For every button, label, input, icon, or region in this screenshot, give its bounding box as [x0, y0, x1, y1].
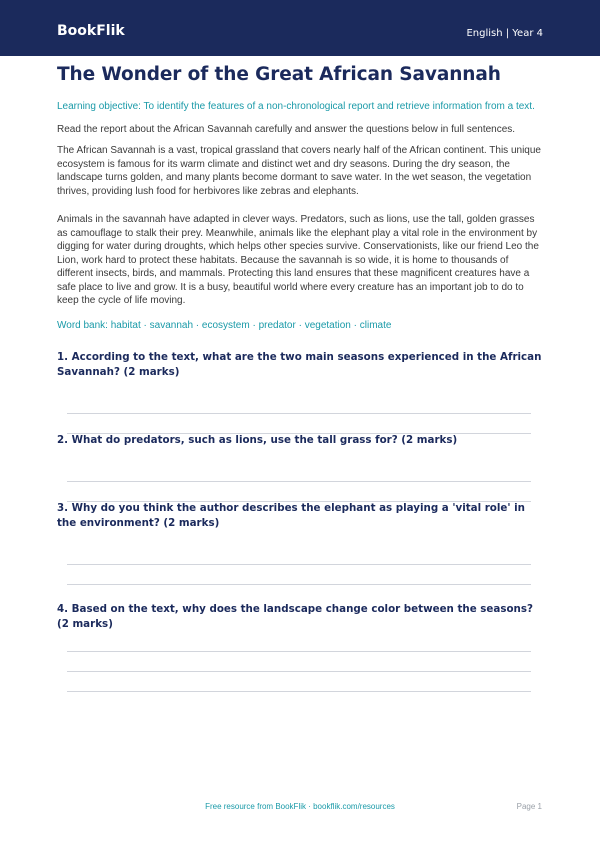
learning-objective: Learning objective: To identify the features of a non-chronological report and retrieve information from a text.	[57, 101, 535, 112]
answer-line[interactable]	[67, 564, 531, 565]
answer-line[interactable]	[67, 671, 531, 672]
page-number: Page 1	[516, 802, 542, 811]
question-1: 1. According to the text, what are the two main seasons experienced in the African Savannah? (2 marks)	[57, 351, 542, 378]
answer-line[interactable]	[67, 481, 531, 482]
word-bank: Word bank: habitat · savannah · ecosystem · predator · vegetation · climate	[57, 320, 392, 331]
header-bar	[0, 0, 600, 56]
answer-line[interactable]	[67, 691, 531, 692]
answer-line[interactable]	[67, 584, 531, 585]
question-4: 4. Based on the text, why does the landscape change color between the seasons? (2 marks)	[57, 603, 533, 630]
answer-line[interactable]	[67, 413, 531, 414]
report-paragraph: The African Savannah is a vast, tropical grassland that covers nearly half of the African continent. This unique ecosystem is famous for its warm climate and distinct wet and dry seasons. During the dry season, the landscape turns golden, and many plants become dormant to save water. In the wet season, the vegetation thrives, providing lush food for herbivores like zebras and elephants.	[57, 145, 541, 197]
report-paragraph: Animals in the savannah have adapted in clever ways. Predators, such as lions, use the tall, golden grasses as camouflage to stalk their prey. Meanwhile, animals like the elephant play a vital role in the environment by digging for water during droughts, which helps other species survive. Conservationists, like our friend Leo the Lion, work hard to protect these habitats. Because the savannah is so wide, it is home to thousands of different insects, birds, and mammals. Protecting this land ensures that these magnificent creatures have a safe place to live and grow. It is a busy, beautiful world where every creature has an important job to do to keep the cycle of life moving.	[57, 214, 539, 306]
page-title: The Wonder of the Great African Savannah	[57, 64, 501, 85]
question-2: 2. What do predators, such as lions, use the tall grass for? (2 marks)	[57, 434, 458, 446]
subject-year-label: English | Year 4	[466, 28, 543, 39]
instructions: Read the report about the African Savannah carefully and answer the questions below in full sentences.	[57, 124, 516, 135]
question-3: 3. Why do you think the author describes the elephant as playing a 'vital role' in the environment? (2 marks)	[57, 502, 525, 529]
footer-credit[interactable]: Free resource from BookFlik · bookflik.com/resources	[205, 802, 395, 811]
brand-logo[interactable]: BookFlik	[57, 23, 125, 39]
answer-line[interactable]	[67, 651, 531, 652]
